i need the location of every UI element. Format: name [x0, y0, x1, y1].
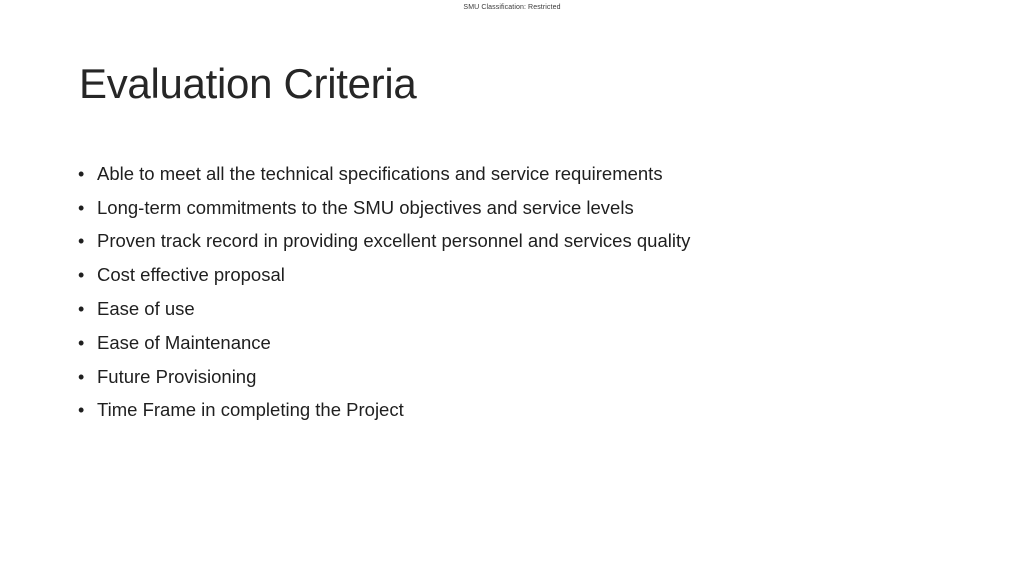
classification-label: SMU Classification: Restricted	[463, 4, 561, 11]
bullet-item	[76, 394, 976, 428]
bullet-text: Cost effective proposal	[97, 264, 285, 286]
bullet-dot-icon: •	[78, 366, 85, 387]
bullet-text: Ease of Maintenance	[97, 331, 271, 353]
bullet-dot-icon: •	[78, 299, 85, 320]
bullet-dot-icon: •	[78, 332, 85, 353]
bullet-list	[76, 157, 976, 427]
bullet-item	[76, 157, 976, 191]
bullet-dot-icon: •	[78, 265, 85, 286]
slide-title: Evaluation Criteria	[79, 60, 417, 107]
bullet-text: Ease of use	[97, 298, 195, 320]
bullet-item	[76, 292, 976, 326]
bullet-item	[76, 326, 976, 360]
bullet-dot-icon: •	[78, 163, 85, 184]
bullet-item	[76, 258, 976, 292]
bullet-text: Time Frame in completing the Project	[97, 399, 404, 421]
bullet-item	[76, 225, 976, 259]
bullet-text: Able to meet all the technical specifications and service requirements	[97, 162, 663, 184]
bullet-dot-icon: •	[78, 231, 85, 252]
bullet-dot-icon: •	[78, 400, 85, 421]
bullet-item	[76, 360, 976, 394]
bullet-text: Proven track record in providing excellent personnel and services quality	[97, 230, 691, 252]
bullet-text: Future Provisioning	[97, 365, 257, 387]
bullet-dot-icon: •	[78, 197, 85, 218]
bullet-text: Long-term commitments to the SMU objectives and service levels	[97, 196, 634, 218]
bullet-item	[76, 191, 976, 225]
